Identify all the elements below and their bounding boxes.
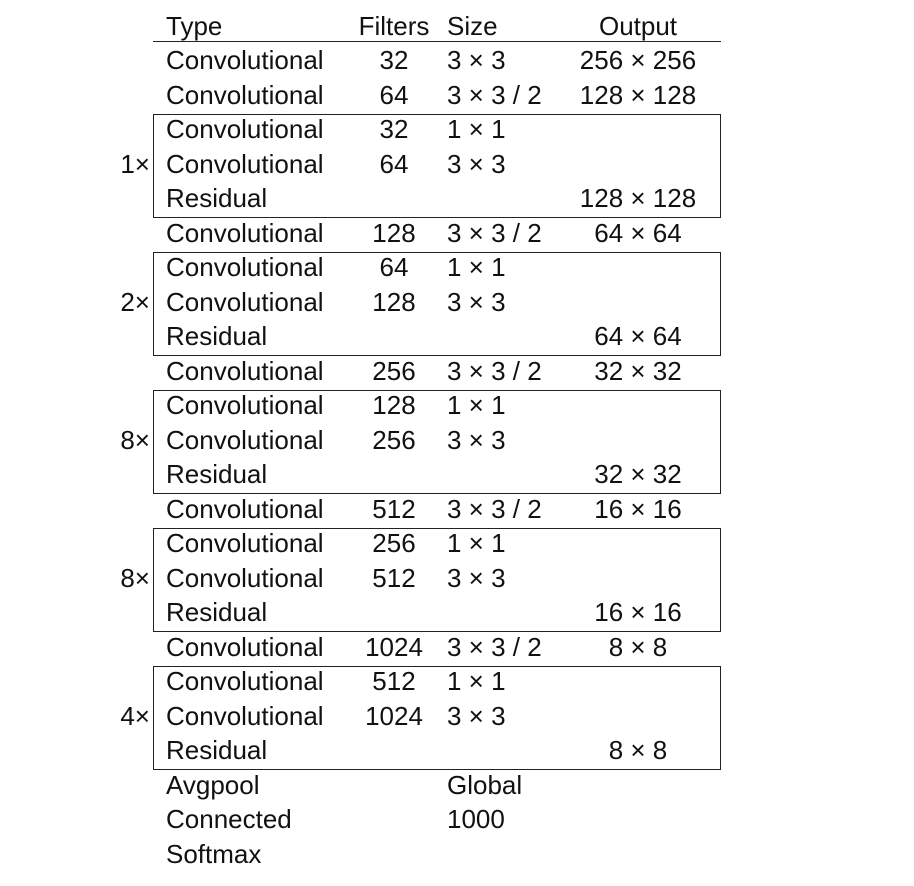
- cell-output: 8 × 8: [608, 735, 668, 765]
- block-multiplier: 8×: [120, 424, 150, 455]
- cell-type: Residual: [166, 321, 268, 351]
- cell-type: Convolutional: [166, 148, 324, 179]
- cell-size: 3 × 3: [447, 562, 506, 593]
- cell-output: 8 × 8: [608, 631, 668, 662]
- cell-type: Convolutional: [166, 700, 324, 731]
- header-size: Size: [447, 11, 498, 41]
- cell-type: Residual: [166, 459, 268, 489]
- block-multiplier: 2×: [120, 286, 150, 317]
- header-output: Output: [598, 11, 678, 41]
- header-rule: [153, 41, 721, 42]
- cell-size: 3 × 3: [447, 286, 506, 317]
- cell-output: 128 × 128: [579, 79, 697, 110]
- cell-size: 3 × 3 / 2: [447, 631, 542, 662]
- cell-type: Convolutional: [166, 631, 324, 662]
- block-multiplier: 8×: [120, 562, 150, 593]
- cell-size: 3 × 3: [447, 148, 506, 179]
- cell-size: Global: [447, 769, 523, 800]
- residual-block-box: [153, 252, 721, 356]
- cell-filters: 256: [372, 424, 416, 455]
- residual-block-box: [153, 666, 721, 770]
- cell-type: Convolutional: [166, 217, 324, 248]
- cell-type: Convolutional: [166, 355, 324, 386]
- cell-filters: 256: [372, 355, 416, 386]
- cell-type: Residual: [166, 597, 268, 627]
- cell-output: 64 × 64: [594, 217, 682, 248]
- cell-size: 3 × 3 / 2: [447, 355, 542, 386]
- cell-type: Residual: [166, 183, 268, 213]
- cell-filters: 32: [379, 114, 409, 144]
- cell-size: 3 × 3 / 2: [447, 493, 542, 524]
- cell-size: 1 × 1: [447, 390, 506, 420]
- header-type: Type: [166, 11, 223, 41]
- cell-size: 1 × 1: [447, 528, 506, 558]
- cell-size: 3 × 3 / 2: [447, 79, 542, 110]
- cell-output: 256 × 256: [579, 45, 697, 75]
- cell-filters: 512: [372, 562, 416, 593]
- cell-type: Softmax: [166, 838, 262, 869]
- cell-type: Convolutional: [166, 286, 324, 317]
- cell-filters: 128: [372, 217, 416, 248]
- block-multiplier: 4×: [120, 700, 150, 731]
- cell-type: Convolutional: [166, 114, 324, 144]
- cell-type: Residual: [166, 735, 268, 765]
- cell-type: Connected: [166, 804, 292, 834]
- cell-type: Convolutional: [166, 493, 324, 524]
- cell-filters: 64: [379, 148, 409, 179]
- cell-output: 64 × 64: [594, 321, 682, 351]
- cell-filters: 256: [372, 528, 416, 558]
- cell-filters: 64: [379, 252, 409, 282]
- cell-output: 16 × 16: [594, 597, 682, 627]
- cell-filters: 128: [372, 390, 416, 420]
- cell-size: 3 × 3: [447, 700, 506, 731]
- cell-size: 1000: [447, 804, 505, 834]
- cell-type: Convolutional: [166, 666, 324, 696]
- cell-output: 32 × 32: [594, 355, 682, 386]
- residual-block-box: [153, 114, 721, 218]
- cell-output: 32 × 32: [594, 459, 682, 489]
- cell-output: 16 × 16: [594, 493, 682, 524]
- cell-filters: 512: [372, 666, 416, 696]
- cell-output: 128 × 128: [579, 183, 697, 213]
- cell-type: Convolutional: [166, 390, 324, 420]
- cell-size: 1 × 1: [447, 252, 506, 282]
- cell-type: Convolutional: [166, 79, 324, 110]
- cell-size: 1 × 1: [447, 114, 506, 144]
- cell-type: Convolutional: [166, 252, 324, 282]
- cell-size: 3 × 3: [447, 424, 506, 455]
- cell-filters: 1024: [365, 631, 423, 662]
- cell-filters: 128: [372, 286, 416, 317]
- cell-size: 1 × 1: [447, 666, 506, 696]
- block-multiplier: 1×: [120, 148, 150, 179]
- cell-size: 3 × 3: [447, 45, 506, 75]
- cell-filters: 64: [379, 79, 409, 110]
- cell-type: Convolutional: [166, 45, 324, 75]
- cell-type: Convolutional: [166, 528, 324, 558]
- residual-block-box: [153, 528, 721, 632]
- cell-filters: 512: [372, 493, 416, 524]
- header-filters: Filters: [358, 11, 430, 41]
- residual-block-box: [153, 390, 721, 494]
- cell-filters: 32: [379, 45, 409, 75]
- cell-type: Avgpool: [166, 769, 260, 800]
- cell-type: Convolutional: [166, 562, 324, 593]
- cell-size: 3 × 3 / 2: [447, 217, 542, 248]
- cell-type: Convolutional: [166, 424, 324, 455]
- cell-filters: 1024: [365, 700, 423, 731]
